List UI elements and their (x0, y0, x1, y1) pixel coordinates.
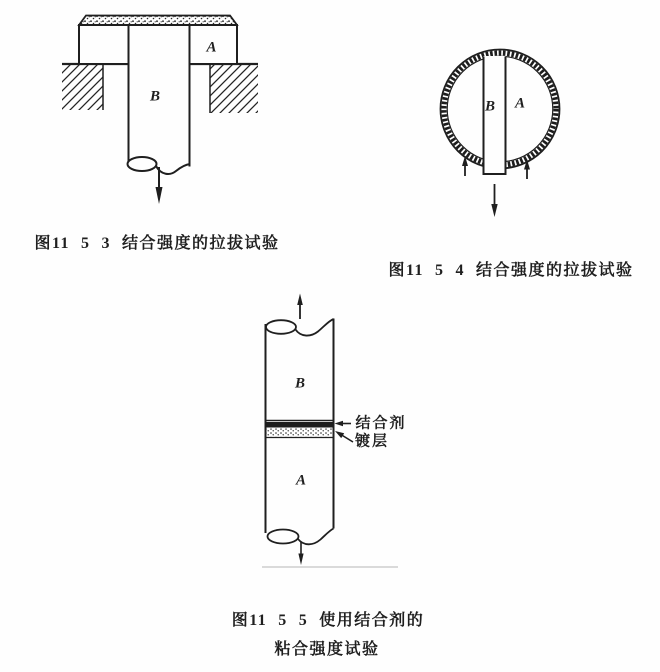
fig1-support-hatch-right (210, 64, 258, 113)
fig3-bottom-break-ellipse (268, 530, 299, 544)
fig1-support-hatch-left (62, 64, 103, 110)
fig1-pull-test-diagram (62, 16, 258, 205)
fig3-top-break-sweep (296, 319, 334, 336)
fig1-coating-strip (79, 16, 237, 26)
fig3-adhesive-layer (266, 422, 334, 428)
fig2-label-sphere-a: A (514, 95, 526, 111)
fig3-top-break-ellipse (266, 320, 296, 334)
fig2-label-pin-b: B (484, 98, 496, 115)
fig1-caption: 图11 5 3 结合强度的拉拔试验 (34, 234, 280, 252)
fig3-coating-annotation: 镀层 (354, 433, 390, 450)
fig3-adhesive-annotation: 结合剂 (355, 415, 407, 432)
fig3-label-upper-rod-b: B (294, 375, 306, 392)
fig1-label-block-a: A (206, 39, 217, 55)
fig3-pull-up-arrow (297, 294, 303, 320)
fig3-pull-down-arrow (298, 542, 303, 565)
fig3-caption-line2: 粘合强度试验 (274, 641, 380, 658)
fig3-coating-layer (266, 429, 334, 437)
fig2-pull-down-arrow (491, 184, 497, 217)
fig2-caption: 图11 5 4 结合强度的拉拔试验 (388, 262, 634, 279)
fig3-coating-leader-arrow (335, 431, 353, 442)
fig1-pin-break-ellipse (128, 157, 157, 171)
fig3-bottom-break-sweep (298, 529, 334, 545)
fig1-label-pin-b: B (149, 88, 161, 104)
fig2-pin-b-body (484, 56, 506, 175)
fig3-caption-line1: 图11 5 5 使用结合剂的 (231, 612, 425, 629)
fig3-adhesive-leader-arrow (335, 421, 352, 426)
fig2-sphere-pull-test-diagram (441, 50, 560, 218)
fig3-label-lower-rod-a: A (295, 472, 307, 489)
